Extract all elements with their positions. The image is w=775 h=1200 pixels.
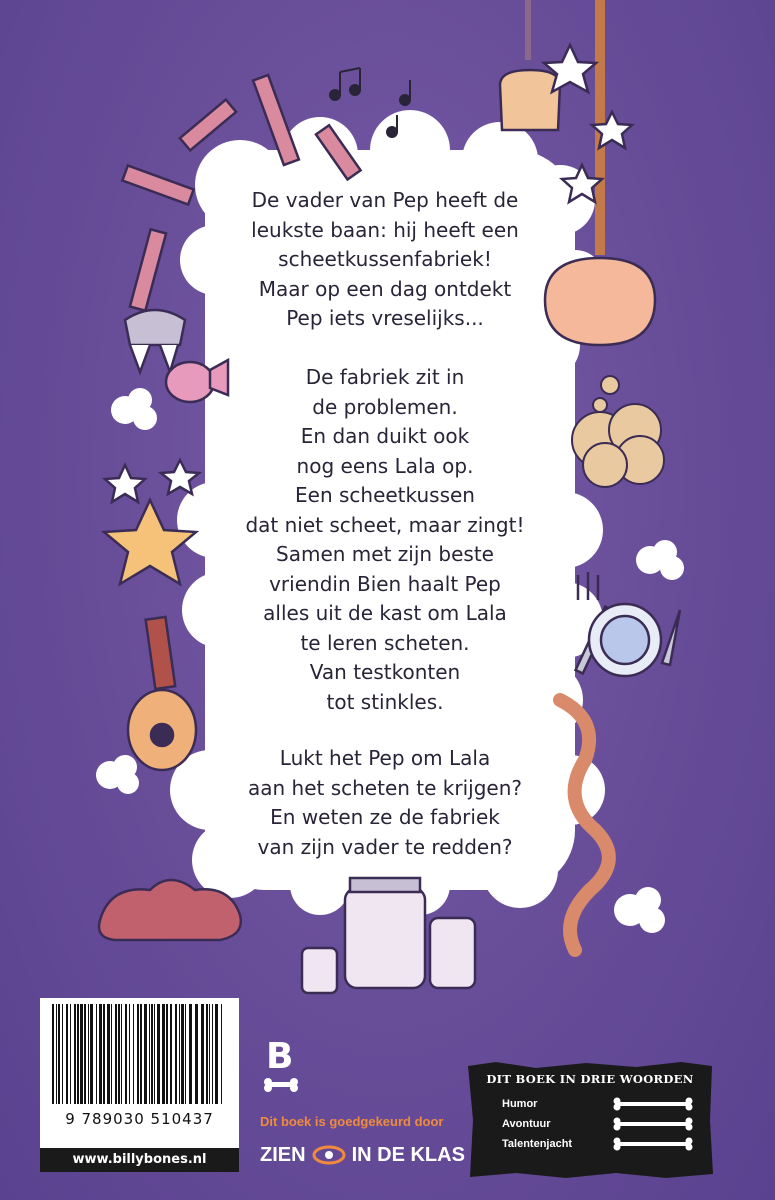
barcode-bar [80, 1004, 83, 1104]
barcode [40, 998, 239, 1148]
barcode-bar [125, 1004, 127, 1104]
approval-text: Dit boek is goedgekeurd door [260, 1114, 444, 1129]
barcode-bar [52, 1004, 54, 1104]
barcode-bar [149, 1004, 150, 1104]
three-words-panel [466, 1060, 714, 1180]
website-link[interactable]: www.billybones.nl [40, 1148, 239, 1172]
barcode-bar [151, 1004, 153, 1104]
barcode-bar [175, 1004, 177, 1104]
three-words-title: DIT BOEK IN DRIE WOORDEN [486, 1072, 694, 1086]
word-label: Humor [502, 1098, 538, 1110]
barcode-bar [99, 1004, 102, 1104]
barcode-bar [121, 1004, 122, 1104]
word-label: Avontuur [502, 1118, 551, 1130]
ukulele-icon [128, 617, 196, 770]
barcode-bar [88, 1004, 89, 1104]
zien-in-de-klas-logo [260, 1142, 465, 1168]
barcode-bar [206, 1004, 208, 1104]
barcode-bar [185, 1004, 186, 1104]
barcode-bar [144, 1004, 147, 1104]
barcode-bar [140, 1004, 142, 1104]
barcode-bar [62, 1004, 63, 1104]
barcode-bar [221, 1004, 222, 1104]
plate-icon [589, 604, 661, 676]
barcode-bars [52, 1004, 227, 1104]
bone-icon [612, 1117, 694, 1131]
barcode-bar [209, 1004, 210, 1104]
barcode-bar [66, 1004, 68, 1104]
barcode-bar [90, 1004, 93, 1104]
barcode-bar [96, 1004, 97, 1104]
eye-icon [312, 1145, 346, 1165]
barcode-bar [115, 1004, 117, 1104]
barcode-bar [56, 1004, 57, 1104]
barcode-bar [179, 1004, 180, 1104]
barcode-bar [189, 1004, 192, 1104]
barcode-bar [103, 1004, 105, 1104]
barcode-bar [84, 1004, 86, 1104]
word-item [502, 1114, 702, 1134]
barcode-bar [166, 1004, 168, 1104]
word-label: Talentenjacht [502, 1138, 573, 1150]
blurb-paragraph-1: De vader van Pep heeft de leukste baan: hij heeft een scheetkussenfabriek! Maar op een dag ontdekt Pep iets vreselijks... [251, 188, 519, 330]
barcode-bar [201, 1004, 204, 1104]
barcode-bar [77, 1004, 79, 1104]
barcode-bar [118, 1004, 120, 1104]
barcode-bar [70, 1004, 71, 1104]
barcode-bar [162, 1004, 165, 1104]
barcode-bar [170, 1004, 172, 1104]
barcode-bar [157, 1004, 160, 1104]
barcode-bar [181, 1004, 184, 1104]
barcode-bar [154, 1004, 155, 1104]
bone-icon [612, 1137, 694, 1151]
barcode-bar [74, 1004, 76, 1104]
blurb-paragraph-3: Lukt het Pep om Lala aan het scheten te krijgen? En weten ze de fabriek van zijn vader te redden? [247, 746, 522, 859]
barcode-bar [111, 1004, 112, 1104]
barcode-bar [129, 1004, 130, 1104]
blurb-paragraph-2: De fabriek zit in de problemen. En dan duikt ook nog eens Lala op. Een scheetkussen dat niet scheet, maar zingt! Samen met zijn beste vriendin Bien haalt Pep alles uit de kast om Lala te leren scheten. Van testkonten tot stinkles. [245, 365, 525, 714]
barcode-bar [137, 1004, 139, 1104]
isbn-number: 9 789030 510437 [65, 1110, 214, 1128]
publisher-logo [262, 1030, 302, 1104]
zien-brand-right: IN DE KLAS [351, 1143, 465, 1166]
publisher-logo-letter: B [266, 1036, 294, 1077]
barcode-bar [107, 1004, 110, 1104]
barcode-bar [58, 1004, 60, 1104]
barcode-bar [215, 1004, 218, 1104]
zien-brand-left: ZIEN [260, 1143, 306, 1166]
word-item [502, 1134, 702, 1154]
bone-icon [264, 1078, 298, 1092]
barcode-bar [133, 1004, 134, 1104]
barcode-bar [212, 1004, 213, 1104]
barcode-bar [195, 1004, 198, 1104]
bone-icon [612, 1097, 694, 1111]
word-item [502, 1094, 702, 1114]
knife-icon [662, 610, 680, 665]
fart-cloud-icon [572, 376, 664, 487]
